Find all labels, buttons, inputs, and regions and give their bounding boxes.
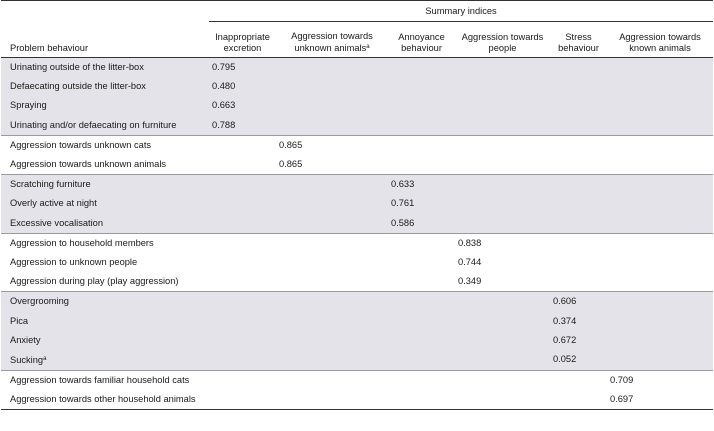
behaviour-label: Overly active at night (1, 194, 209, 213)
empty-cell (388, 390, 455, 410)
empty-cell (455, 96, 550, 115)
loading-value: 0.349 (458, 276, 482, 287)
empty-cell (388, 370, 455, 390)
column-header: Stress behaviour (558, 32, 599, 53)
table-row (1, 390, 713, 410)
empty-cell (550, 77, 607, 96)
behaviour-label: Aggression to household members (1, 233, 209, 253)
empty-cell (276, 390, 388, 410)
behaviour-label: Overgrooming (1, 292, 209, 312)
empty-cell (276, 233, 388, 253)
empty-cell (388, 155, 455, 175)
behaviour-label: Defaecating outside the litter-box (1, 77, 209, 96)
row-header: Problem behaviour (10, 43, 89, 53)
empty-cell (455, 331, 550, 350)
footnote-marker: a (366, 44, 370, 50)
empty-cell (276, 116, 388, 136)
empty-cell (388, 311, 455, 330)
empty-cell (607, 194, 713, 213)
behaviour-label: Pica (1, 311, 209, 330)
empty-cell (209, 350, 276, 371)
header-spacer (1, 1, 209, 22)
loading-value: 0.709 (607, 370, 713, 390)
empty-cell (276, 272, 388, 292)
empty-cell (209, 214, 276, 234)
loading-value: 0.480 (209, 77, 276, 96)
empty-cell (607, 77, 713, 96)
behaviour-label: Aggression towards unknown animals (10, 159, 167, 170)
empty-cell (388, 116, 455, 136)
table-row (1, 96, 713, 115)
column-header: Inappropriate excretion (215, 32, 270, 53)
table-row (1, 77, 713, 96)
empty-cell (388, 292, 455, 312)
empty-cell (550, 175, 607, 195)
empty-cell (276, 175, 388, 195)
empty-cell (550, 370, 607, 390)
empty-cell (276, 292, 388, 312)
empty-cell (276, 194, 388, 213)
empty-cell (455, 58, 550, 78)
empty-cell (607, 116, 713, 136)
empty-cell (550, 253, 607, 272)
column-header: Annoyance behaviour (398, 32, 445, 53)
empty-cell (209, 253, 276, 272)
behaviour-label: Aggression during play (play aggression) (10, 276, 179, 287)
table-row (1, 253, 713, 272)
behaviour-label: Sucking$^a$ (1, 350, 209, 371)
behaviour-label: Anxiety (1, 331, 209, 350)
empty-cell (550, 135, 607, 155)
empty-cell (607, 350, 713, 371)
table-row (1, 175, 713, 195)
loading-value: 0.795 (209, 58, 276, 78)
empty-cell (455, 116, 550, 136)
empty-cell (209, 272, 276, 292)
empty-cell (550, 390, 607, 410)
empty-cell (276, 331, 388, 350)
empty-cell (607, 175, 713, 195)
loading-value: 0.606 (550, 292, 607, 312)
empty-cell (550, 116, 607, 136)
empty-cell (209, 311, 276, 330)
behaviour-label: Spraying (1, 96, 209, 115)
table-row (1, 135, 713, 155)
empty-cell (276, 253, 388, 272)
loading-value: 0.838 (455, 233, 550, 253)
loading-value: 0.744 (458, 256, 482, 267)
empty-cell (607, 311, 713, 330)
loading-value: 0.788 (209, 116, 276, 136)
empty-cell (276, 77, 388, 96)
empty-cell (550, 96, 607, 115)
summary-indices-table (1, 0, 713, 410)
header-row-top (1, 1, 713, 22)
empty-cell (455, 292, 550, 312)
empty-cell (455, 311, 550, 330)
empty-cell (209, 390, 276, 410)
empty-cell (388, 96, 455, 115)
empty-cell (388, 233, 455, 253)
table-row (1, 292, 713, 312)
empty-cell (550, 233, 607, 253)
loading-value: 0.672 (550, 331, 607, 350)
empty-cell (550, 58, 607, 78)
behaviour-label: Urinating and/or defaecating on furniture (1, 116, 209, 136)
empty-cell (607, 233, 713, 253)
empty-cell (388, 350, 455, 371)
table-body (1, 58, 713, 410)
loading-value: 0.052 (550, 350, 607, 371)
loading-value: 0.865 (279, 159, 303, 170)
empty-cell (388, 253, 455, 272)
behaviour-label: Aggression towards familiar household cats (1, 370, 209, 390)
loading-value: 0.697 (607, 390, 713, 410)
empty-cell (550, 214, 607, 234)
empty-cell (607, 58, 713, 78)
behaviour-label: Excessive vocalisation (1, 214, 209, 234)
table-row (1, 116, 713, 136)
empty-cell (209, 233, 276, 253)
table-row (1, 370, 713, 390)
empty-cell (607, 331, 713, 350)
loading-value: 0.633 (388, 175, 455, 195)
table-row (1, 331, 713, 350)
empty-cell (209, 175, 276, 195)
empty-cell (209, 331, 276, 350)
behaviour-label: Aggression to unknown people (10, 256, 138, 267)
table-row (1, 155, 713, 175)
column-header: Aggression towards people (461, 32, 544, 53)
empty-cell (276, 96, 388, 115)
empty-cell (388, 331, 455, 350)
empty-cell (276, 350, 388, 371)
empty-cell (455, 350, 550, 371)
empty-cell (455, 370, 550, 390)
empty-cell (209, 135, 276, 155)
loading-value: 0.865 (276, 135, 388, 155)
spanning-header: Summary indices (209, 1, 713, 22)
empty-cell (607, 135, 713, 155)
empty-cell (455, 194, 550, 213)
empty-cell (276, 370, 388, 390)
empty-cell (388, 272, 455, 292)
empty-cell (276, 58, 388, 78)
empty-cell (550, 155, 607, 175)
empty-cell (455, 155, 550, 175)
empty-cell (209, 370, 276, 390)
behaviour-label: Scratching furniture (1, 175, 209, 195)
empty-cell (607, 253, 713, 272)
empty-cell (607, 272, 713, 292)
loading-value: 0.586 (388, 214, 455, 234)
empty-cell (209, 292, 276, 312)
behaviour-label: Aggression towards other household animals (1, 390, 209, 410)
empty-cell (276, 214, 388, 234)
footnote-marker: a (43, 355, 47, 362)
empty-cell (388, 135, 455, 155)
empty-cell (455, 135, 550, 155)
empty-cell (455, 175, 550, 195)
empty-cell (209, 155, 276, 175)
loading-value: 0.761 (388, 194, 455, 213)
empty-cell (455, 390, 550, 410)
empty-cell (388, 58, 455, 78)
loading-value: 0.663 (209, 96, 276, 115)
empty-cell (550, 194, 607, 213)
table-row (1, 311, 713, 330)
table-row (1, 233, 713, 253)
empty-cell (550, 272, 607, 292)
empty-cell (607, 155, 713, 175)
behaviour-label: Urinating outside of the litter-box (1, 58, 209, 78)
table-row (1, 214, 713, 234)
column-header: Aggression towards unknown animals$^a$ (291, 31, 373, 53)
empty-cell (455, 77, 550, 96)
column-header: Aggression towards known animals (619, 32, 701, 53)
empty-cell (607, 96, 713, 115)
empty-cell (276, 311, 388, 330)
empty-cell (455, 214, 550, 234)
behaviour-label: Aggression towards unknown cats (1, 135, 209, 155)
loading-value: 0.374 (550, 311, 607, 330)
table-row (1, 194, 713, 213)
table-row (1, 272, 713, 292)
header-row (1, 22, 713, 58)
table-row (1, 58, 713, 78)
empty-cell (607, 214, 713, 234)
empty-cell (209, 194, 276, 213)
table-row (1, 350, 713, 371)
empty-cell (388, 77, 455, 96)
empty-cell (607, 292, 713, 312)
